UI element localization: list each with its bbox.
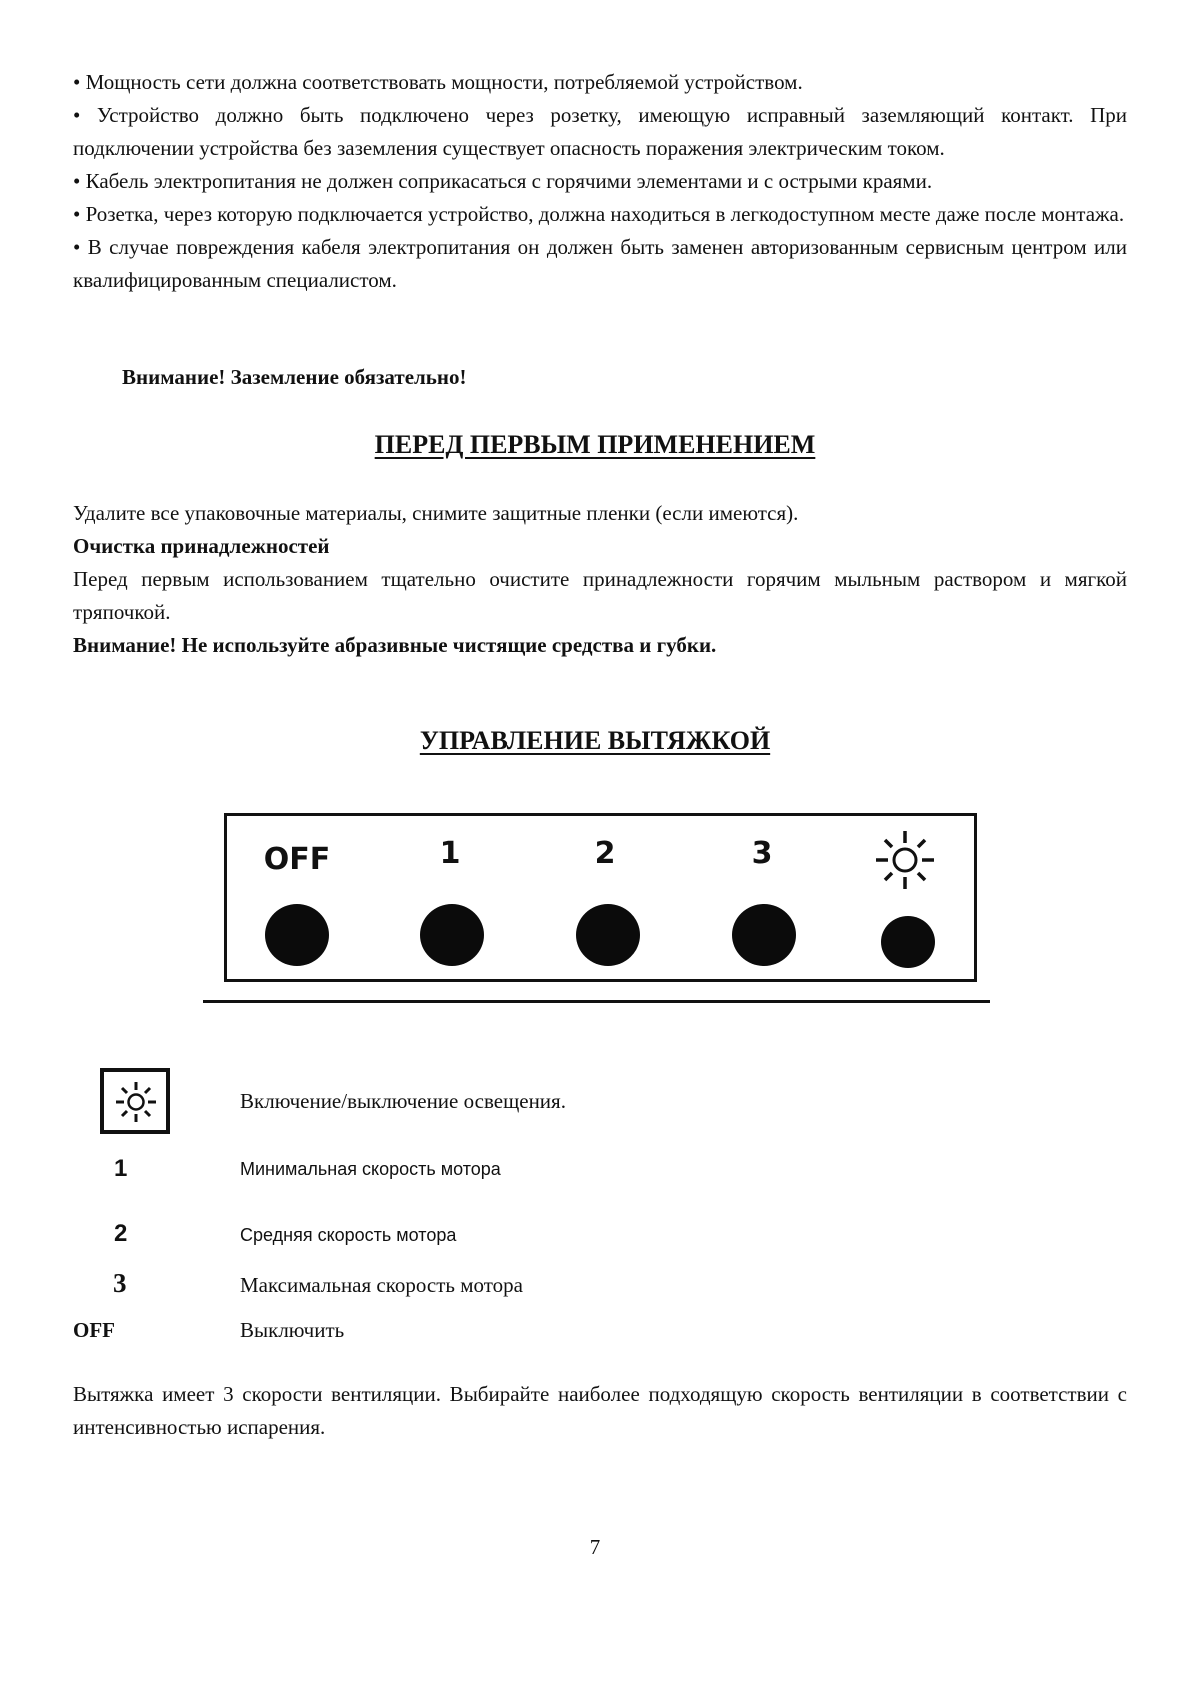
light-button[interactable] xyxy=(881,916,935,968)
page-number: 7 xyxy=(589,1535,601,1559)
speed-3-button[interactable] xyxy=(732,904,796,966)
legend-key-1: 1 xyxy=(114,1155,128,1182)
legend-key-off: OFF xyxy=(73,1318,115,1342)
safety-bullets xyxy=(73,66,1127,297)
first-use-section xyxy=(73,497,1127,662)
bullet-item: • Кабель электропитания не должен соприкасаться с горячими элементами и с острыми краями. xyxy=(73,169,933,193)
light-sun-icon xyxy=(873,828,937,892)
bullet-item: • Мощность сети должна соответствовать мощности, потребляемой устройством. xyxy=(73,70,803,94)
panel-label-off: OFF xyxy=(263,842,331,877)
off-button[interactable] xyxy=(265,904,329,966)
light-sun-icon xyxy=(114,1080,158,1124)
panel-label-2: 2 xyxy=(594,836,616,871)
cleaning-text: Перед первым использованием тщательно очистите принадлежности горячим мыльным раствором и мягкой тряпочкой. xyxy=(73,567,1127,624)
panel-label-3: 3 xyxy=(751,836,773,871)
legend-text-3: Максимальная скорость мотора xyxy=(240,1273,523,1297)
speed-2-button[interactable] xyxy=(576,904,640,966)
grounding-warning: Внимание! Заземление обязательно! xyxy=(122,365,467,389)
legend-text-1: Минимальная скорость мотора xyxy=(240,1159,501,1179)
bullet-item: • В случае повреждения кабеля электропитания он должен быть заменен авторизованным сервисным центром или квалифицированным специалистом. xyxy=(73,235,1127,292)
legend-text-2: Средняя скорость мотора xyxy=(240,1225,457,1245)
section-heading-first-use: ПЕРЕД ПЕРВЫМ ПРИМЕНЕНИЕМ xyxy=(374,430,816,459)
cleaning-subtitle: Очистка принадлежностей xyxy=(73,534,330,558)
panel-label-1: 1 xyxy=(439,836,461,871)
legend-light-key xyxy=(100,1068,170,1134)
section-heading-controls: УПРАВЛЕНИЕ ВЫТЯЖКОЙ xyxy=(419,726,771,755)
legend-light-text: Включение/выключение освещения. xyxy=(240,1089,566,1113)
speed-1-button[interactable] xyxy=(420,904,484,966)
first-use-intro: Удалите все упаковочные материалы, снимите защитные пленки (если имеются). xyxy=(73,501,799,525)
legend-key-3: 3 xyxy=(113,1268,127,1298)
bullet-item: • Устройство должно быть подключено через розетку, имеющую исправный заземляющий контакт. При подключении устройства без заземления существует опасность поражения электрическим током. xyxy=(73,103,1127,160)
ventilation-paragraph: Вытяжка имеет 3 скорости вентиляции. Выбирайте наиболее подходящую скорость вентиляции в соответствии с интенсивностью испарения. xyxy=(73,1382,1127,1439)
panel-divider xyxy=(203,1000,990,1003)
abrasive-warning: Внимание! Не используйте абразивные чистящие средства и губки. xyxy=(73,633,717,657)
bullet-item: • Розетка, через которую подключается устройство, должна находиться в легкодоступном месте даже после монтажа. xyxy=(73,202,1125,226)
legend-key-2: 2 xyxy=(114,1220,128,1247)
legend-text-off: Выключить xyxy=(240,1318,345,1342)
